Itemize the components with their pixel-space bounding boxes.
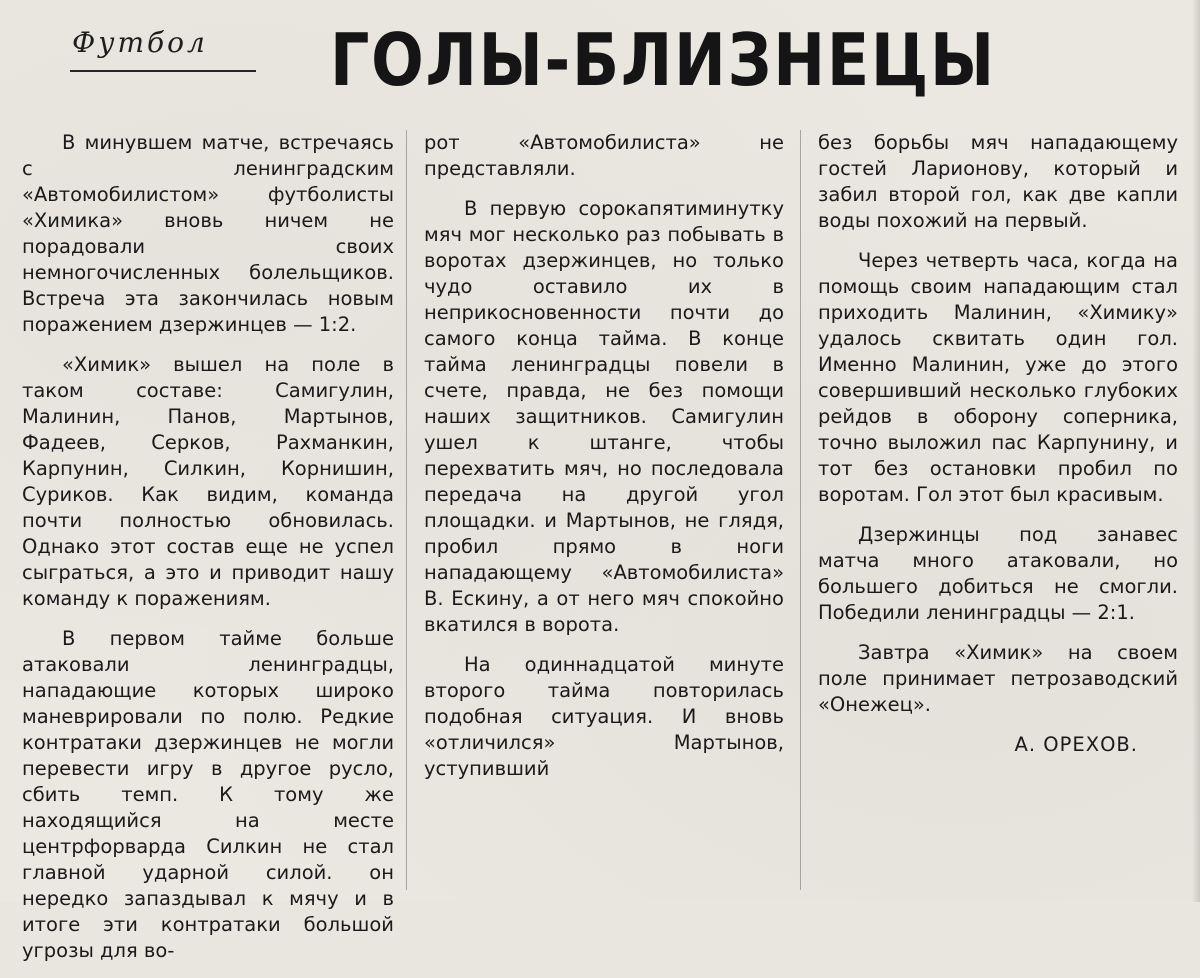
paragraph: Через четверть часа, когда на помощь своим нападающим стал приходить Малинин, «Химику» удалось сквитать один гол. Именно Малинин, уже до этого совершивший несколько глубоких рейдов в оборону соперника, точно выложил пас Карпунину, и тот без остановки пробил по воротам. Гол этот был красивым. (818, 249, 1178, 506)
paragraph: Дзержинцы под занавес матча много атаковали, но большего добиться не смогли. Победили ленинградцы — 2:1. (818, 523, 1178, 624)
column-divider-1 (406, 130, 407, 890)
paragraph: В первом тайме больше атаковали ленинградцы, нападающие которых широко маневрировали по полю. Редкие контратаки дзержинцев не могли перевести игру в другое русло, сбить темп. К тому же находящийся на месте центрфорварда Силкин не стал главной ударной силой. он нередко запаздывал к мячу и в итоге эти контратаки большой угрозы для во- (22, 627, 394, 962)
section-rubric: Футбол (72, 26, 208, 59)
paragraph: В минувшем матче, встречаясь с ленинградским «Автомобилистом» футболисты «Химика» вновь ничем не порадовали своих немногочисленных болельщиков. Встреча эта закончилась новым поражением дзержинцев — 1:2. (22, 131, 394, 336)
paragraph-continued: без борьбы мяч нападающему гостей Ларионову, который и забил второй гол, как две капли воды похожий на первый. (818, 131, 1178, 232)
author-signature: А. ОРЕХОВ. (1014, 733, 1138, 756)
article-headline: ГОЛЫ-БЛИЗНЕЦЫ (330, 18, 996, 102)
page-edge-shadow (1192, 0, 1200, 902)
article-column-3 (818, 130, 1178, 772)
paragraph: Завтра «Химик» на своем поле принимает петрозаводский «Онежец». (818, 641, 1178, 716)
paragraph-continued: рот «Автомобилиста» не представляли. (424, 131, 784, 180)
paragraph: «Химик» вышел на поле в таком составе: Самигулин, Малинин, Панов, Мартынов, Фадеев, Серков, Рахманкин, Карпунин, Силкин, Корнишин, Суриков. Как видим, команда почти полностью обновилась. Однако этот состав еще не успел сыграться, а это и приводит нашу команду к поражениям. (22, 353, 394, 610)
column-divider-2 (800, 130, 801, 890)
rubric-underline (70, 70, 256, 72)
paragraph: В первую сорокапятиминутку мяч мог несколько раз побывать в воротах дзержинцев, но только чудо оставило их в неприкосновенности почти до самого конца тайма. В конце тайма ленинградцы повели в счете, правда, не без помощи наших защитников. Самигулин ушел к штанге, чтобы перехватить мяч, но последовала передача на другой угол площадки. и Мартынов, не глядя, пробил прямо в ноги нападающему «Автомобилиста» В. Ескину, а от него мяч спокойно вкатился в ворота. (424, 197, 784, 636)
article-column-1 (22, 130, 394, 978)
paragraph: На одиннадцатой минуте второго тайма повторилась подобная ситуация. И вновь «отличился» Мартынов, уступивший (424, 653, 784, 780)
article-column-2 (424, 130, 784, 796)
